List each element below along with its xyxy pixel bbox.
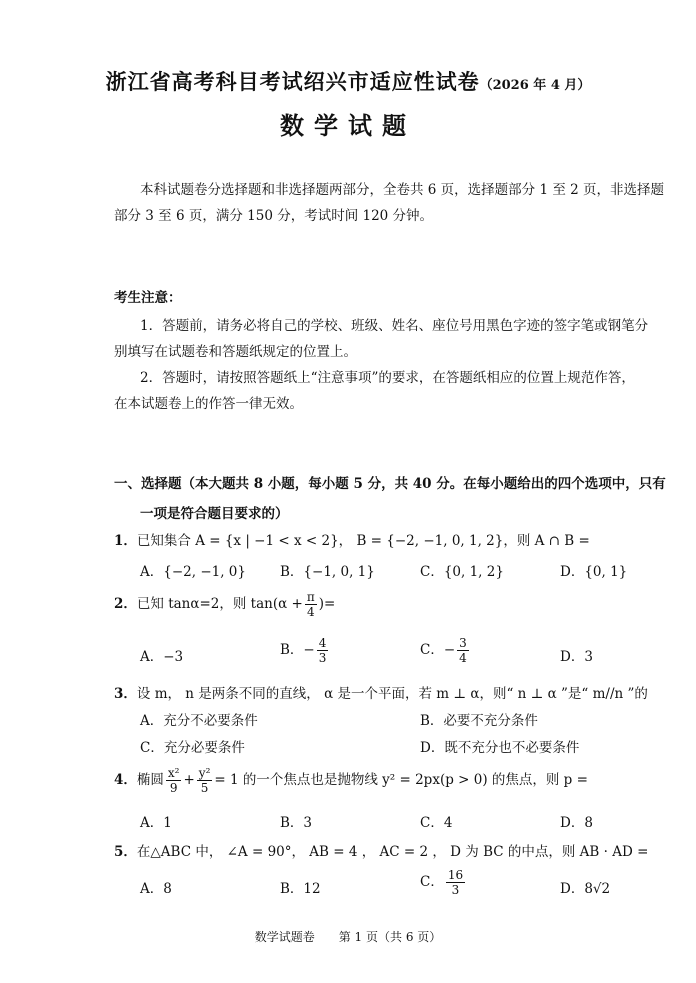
notice-item-2-line-2: 在本试题卷上的作答一律无效。	[114, 396, 303, 412]
q4-option-c: C．4	[420, 815, 453, 831]
notice-item-1-line-1: 1．答题前，请务必将自己的学校、班级、姓名、座位号用黑色字迹的签字笔或钢笔分	[140, 318, 649, 334]
question-4: 4．椭圆 $\frac{\text{x²}}{9}$ + $\frac{\text{y²}}{5}$ = 1 的一个焦点也是抛物线 y² = 2px(p > 0) 的焦点，则 p =	[114, 766, 588, 795]
q4-option-d: D．8	[560, 815, 593, 831]
q5-option-a: A．8	[140, 881, 172, 897]
q1-option-d: D．{0, 1}	[560, 564, 628, 580]
q3-option-b: B．必要不充分条件	[420, 713, 538, 729]
q5-option-b: B．12	[280, 881, 321, 897]
notice-item-1-line-2: 别填写在试题卷和答题纸规定的位置上。	[114, 344, 357, 360]
intro-line-1: 本科试题卷分选择题和非选择题两部分，全卷共 6 页，选择题部分 1 至 2 页，非选择题	[140, 182, 665, 198]
q3-option-c: C．充分必要条件	[140, 740, 245, 756]
question-1: 1．已知集合 A = {x | −1 < x < 2}， B = {−2, −1, 0, 1, 2}，则 A ∩ B =	[114, 533, 590, 549]
q2-option-b: B．− $\frac{4}{3}$	[280, 636, 327, 665]
notice-heading: 考生注意：	[114, 290, 182, 306]
q2-option-d: D．3	[560, 649, 593, 665]
section-1-heading-cont: 一项是符合题目要求的）	[140, 506, 289, 522]
q4-option-a: A．1	[140, 815, 172, 831]
q2-option-a: A．−3	[140, 649, 184, 665]
question-2: 2．已知 tanα=2，则 tan(α + $\frac{\pi}{4}$ )=	[114, 590, 336, 619]
q5-option-d: D．8√2	[560, 881, 611, 897]
page-footer: 数学试题卷 第 1 页（共 6 页）	[254, 930, 442, 944]
q1-option-c: C．{0, 1, 2}	[420, 564, 504, 580]
section-1-heading: 一、选择题（本大题共 8 小题，每小题 5 分，共 40 分。在每小题给出的四个选项中，只有	[114, 476, 666, 492]
q3-option-a: A．充分不必要条件	[140, 713, 258, 729]
exam-title: 浙江省高考科目考试绍兴市适应性试卷（2026 年 4 月）	[105, 69, 591, 94]
q2-option-c: C．− $\frac{3}{4}$	[420, 636, 467, 665]
intro-line-2: 部分 3 至 6 页，满分 150 分，考试时间 120 分钟。	[114, 208, 434, 224]
q2-fraction: $\frac{\pi}{4}$	[306, 590, 315, 619]
question-3: 3．设 m， n 是两条不同的直线， α 是一个平面，若 m ⊥ α，则“ n ⊥ α ”是“ m//n ”的	[114, 686, 648, 702]
q1-option-a: A．{−2, −1, 0}	[140, 564, 246, 580]
notice-item-2-line-1: 2．答题时，请按照答题纸上“注意事项”的要求，在答题纸相应的位置上规范作答，	[140, 370, 635, 386]
question-5: 5．在△ABC 中， ∠A = 90°， AB = 4 ， AC = 2 ， D 为 BC 的中点，则 AB · AD =	[114, 844, 649, 860]
q3-option-d: D．既不充分也不必要条件	[420, 740, 580, 756]
q4-option-b: B．3	[280, 815, 313, 831]
q1-option-b: B．{−1, 0, 1}	[280, 564, 375, 580]
exam-date-note: （2026 年 4 月）	[479, 78, 591, 93]
q5-option-c: C． $\frac{16}{3}$	[420, 868, 464, 897]
exam-subtitle: 数学试题	[280, 111, 416, 140]
